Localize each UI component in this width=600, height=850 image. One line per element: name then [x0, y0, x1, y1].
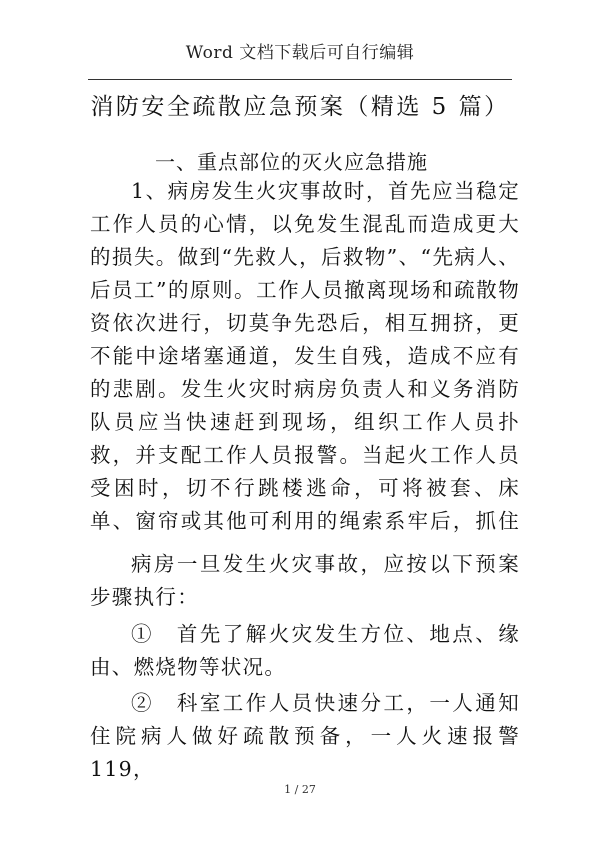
body-paragraph-3: ① 首先了解火灾发生方位、地点、缘由、燃烧物等状况。: [90, 622, 520, 679]
document-title: 消防安全疏散应急预案（精选 5 篇）: [90, 94, 510, 120]
header-divider: [88, 79, 512, 80]
body-paragraph-4: ② 科室工作人员快速分工，一人通知住院病人做好疏散预备，一人火速报警 119，: [90, 691, 520, 781]
page-header-text: Word 文档下载后可自行编辑: [185, 43, 415, 63]
page-number: 1 / 27: [284, 783, 316, 796]
section-heading: 一、重点部位的灭火应急措施: [155, 150, 428, 174]
body-paragraph-2: 病房一旦发生火灾事故，应按以下预案步骤执行：: [90, 552, 520, 609]
body-paragraph-1: 1、病房发生火灾事故时，首先应当稳定工作人员的心情，以免发生混乱而造成更大的损失。做到“先救人，后救物”、“先病人、后员工”的原则。工作人员撤离现场和疏散物资依次进行，切莫争先恐后，相互拥挤，更不能中途堵塞通道，发生自残，造成不应有的悲剧。发生火灾时病房负责人和义务消防队员应当快速赶到现场，组织工作人员扑救，并支配工作人员报警。当起火工作人员受困时，切不行跳楼逃命，可将被套、床单、窗帘或其他可利用的绳索系牢后，抓住: [90, 179, 520, 533]
